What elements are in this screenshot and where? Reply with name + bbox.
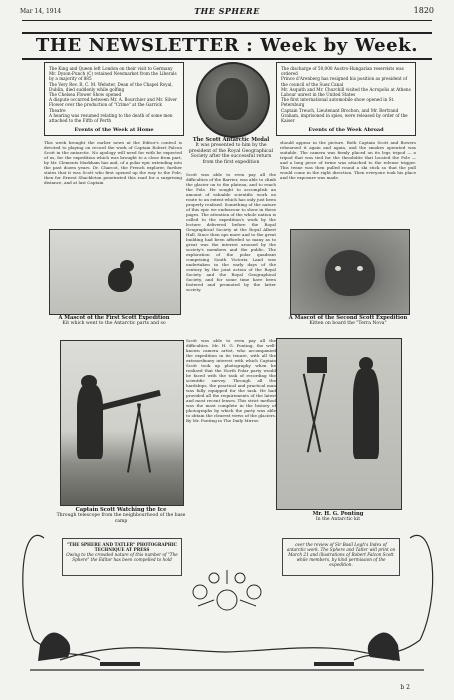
article-column-middle: Scott was able to even pay all the difficulties of the Barrier, was able to climb the glacier on to the plateau, and to reach the Pole. He sought to accomplish an amount of valuable scientific work on route to an extent which has only just been properly realised. Something of the nature of this epic we endeavour to show in these pages. The attention of the whole nation is called to the expedition's work by the lecture delivered before the Royal Geographical Society at the Royal Albert Hall. Since then ups more and to the great building had been afforded so many as to great was the interest aroused by the society's members and the public. The exploration of the polar quadrant comprising South Victoria Land was undertaken in the early days of the century by the joint action of the Royal Society and the Royal Geographical Society, and for some time have been fostered and promoted by the latter society.: [186, 172, 276, 292]
caption-second-mascot-sub: Kitten on board the "Terra Nova": [309, 321, 387, 327]
home-line: The Very Rev. R. C. M. Webster, Dean of the Chapel Royal, Dublin, died suddenly while golfing: [49, 81, 173, 92]
caption-scott-telescope-title: Captain Scott Watching the Ice: [75, 507, 167, 513]
abroad-line: Labour unrest in the United States: [281, 92, 356, 98]
caption-ponting-title: Mr. H. G. Ponting: [312, 511, 364, 517]
footer-note-left-title: "THE SPHERE AND TATLER" PHOTOGRAPHIC TECHNIQUE AT PRESS: [66, 542, 178, 552]
home-line: A hearing was resumed relating to the death of some men attached to the Fifth of Perth: [49, 112, 173, 124]
header-page-number: 1820: [413, 6, 434, 15]
abroad-line: Captain Treuch, Lieutenant Brochon, and Mr. Bertrand Graham, imprisoned in spies, were released by order of the Kaiser: [281, 107, 408, 124]
article-column-middle-lower: Scott was able to even pay all the difficulties. Mr. H. G. Ponting, the well-known camera artist, who accompanied the expedition in its tenure, with all the extraordinary interest with which Captain Scott took up photography when he realised that the North Polar party would be faced with the task of recording the scientific survey. Through all the hardships, the practical and practical man was fully equipped for the task. He had provided all the requirements of the latest and most recent lenses. This strict method was the most complete in the history of photographs by which the party was able to obtain the clearest views of the glaciers. By Mr. Ponting in The Daily Mirror.: [186, 338, 276, 423]
home-line: A dispute occurred between Mr. A. Bourchier and Mr. Silver Flower over the production of "Crime" at the Garrick Theatre: [49, 97, 177, 113]
footer-note-left-text: Owing to the crowded nature of this number of "The Sphere" the Editor has been compelled to hold: [66, 552, 178, 562]
abroad-line: The first international automobile show opened in St. Petersburg: [281, 97, 395, 108]
abroad-line: Prince d'Arenberg has resigned his position as president of the council of the Suez Canal: [281, 76, 408, 87]
caption-first-mascot-title: A Mascot of the First Scott Expedition: [58, 315, 170, 321]
medal-caption-title: The Scott Antarctic Medal: [192, 137, 270, 143]
home-line: Mr. Dyson-Punch (C) retained Newmarket from the Liberals by a majority of 885: [49, 71, 177, 82]
abroad-line: The discharge of 50,000 Austro-Hungarian reservists was ordered: [281, 66, 404, 77]
header-date: Mar 14, 1914: [20, 8, 62, 15]
home-line: The Chelsea Flower Show opened: [49, 92, 122, 98]
abroad-line: Mr. Asquith and Mr. Churchill visited the Acropolis at Athens: [281, 86, 411, 92]
page-number-footer: b 2: [400, 684, 410, 691]
footer-note-right: over the review of Sir Basil Legh's Index of antarctic work. The Sphere and Tatler will print on March 21 and illustrations of Robert Falcon Scott while members, by kind permission of the expedition.: [282, 538, 400, 576]
home-box-caption: Events of the Week at Home: [74, 126, 154, 133]
medal-caption-text: It was presented to him by the president of the Royal Geographical Society after the successful return from the first expedition: [188, 143, 274, 165]
caption-second-mascot-title: A Mascot of the Second Scott Expedition: [288, 315, 408, 321]
home-line: The King and Queen left London on their visit to Germany: [49, 66, 173, 71]
header-title: THE SPHERE: [194, 6, 260, 16]
article-column-right: should appear in the picture. Both Captain Scott and Bowers rehearsed it again and again, and the smokes operated was suitable. The camera was firmly placed on its legs tripod — a tripod that was tied for the theodolite that located the Pole — and a long piece of twine was attached to the release trigger. This twine was then pulled round a ski stick so that the pull would come in the right direction. Then everyone took his place and the exposure was made.: [280, 140, 416, 180]
caption-first-mascot-sub: Kit which went to the Antarctic parts and so: [62, 321, 166, 327]
newsletter-masthead: THE NEWSLETTER : Week by Week.: [22, 32, 432, 60]
article-column-left: This week brought the earlier news at the Editor's control is devoted to playing on record the work of Captain Robert Falcon Scott in the antarctic. No apology will need for with be expected of us, for the expedition which was brought to a close from part, by Mr. Clements Markham has and, of a polar epic extending into the past dozen years. Dr. Charcot, the French explorer, further states that it was Scott who first opened up the way to the Pole, then for Ernest Shackleton penetrated this road for a surprising distance, and at last Captain: [44, 140, 182, 185]
caption-scott-telescope-sub: Through telescope from the neighbourhood of the base camp: [56, 513, 186, 524]
abroad-box-caption: Events of the Week Abroad: [308, 126, 384, 133]
caption-ponting-sub: In the Antarctic kit: [315, 517, 361, 523]
